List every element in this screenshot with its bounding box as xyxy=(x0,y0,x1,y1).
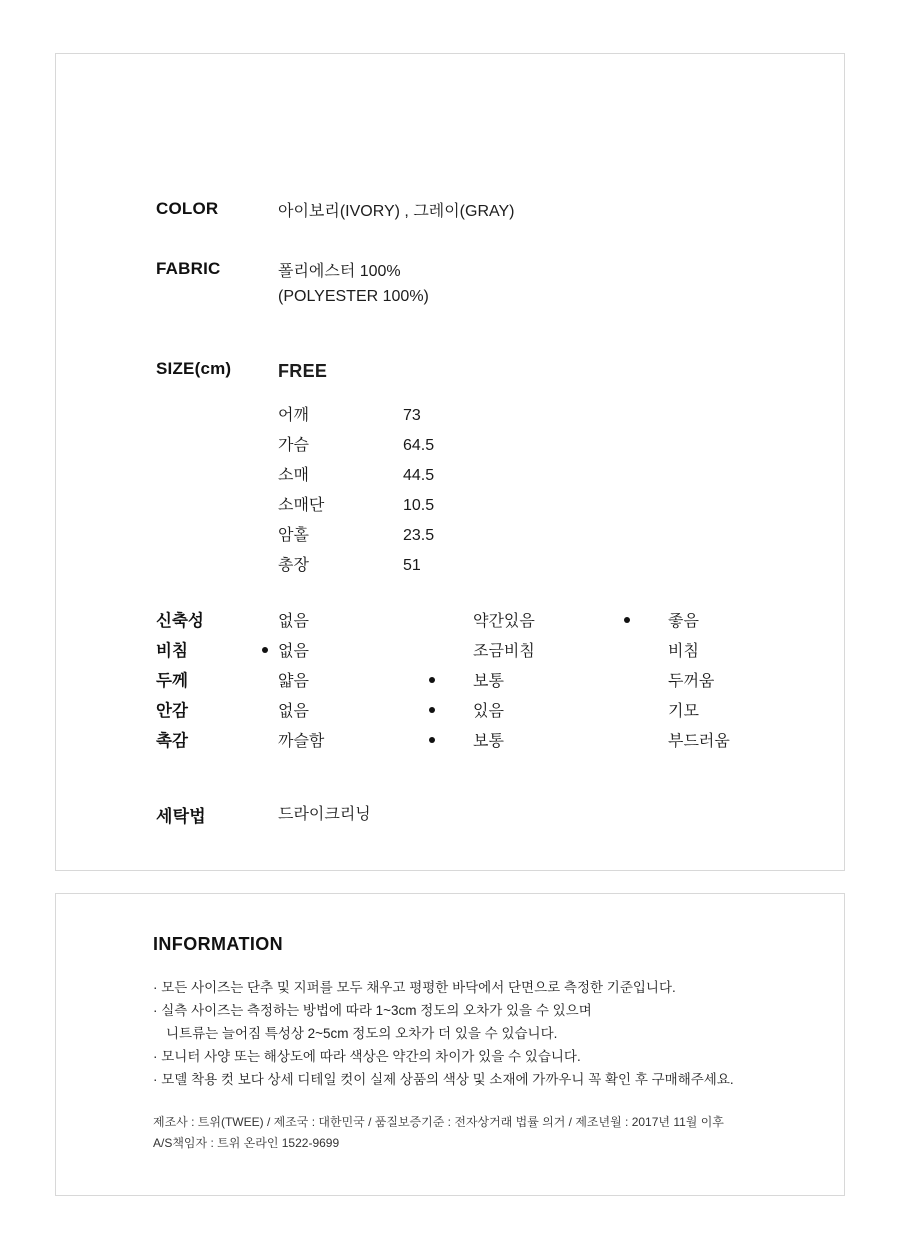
property-option xyxy=(278,668,445,691)
information-title: INFORMATION xyxy=(153,934,284,954)
property-option xyxy=(640,668,835,691)
property-option-label: 보통 xyxy=(473,733,504,750)
property-option-label: 조금비침 xyxy=(473,643,535,660)
spec-value-color: 아이보리(IVORY) , 그레이(GRAY) xyxy=(278,203,515,220)
spec-label-color: COLOR xyxy=(156,199,219,218)
table-row xyxy=(278,491,523,521)
property-option-label: 없음 xyxy=(278,613,309,630)
property-option xyxy=(640,608,835,631)
property-option xyxy=(445,608,640,631)
property-option xyxy=(278,728,445,751)
spec-label-wash: 세탁법 xyxy=(156,807,206,826)
property-option-label: 보통 xyxy=(473,673,504,690)
spec-row-wash xyxy=(156,802,371,827)
information-note: · 모델 착용 컷 보다 상세 디테일 컷이 실제 상품의 색상 및 소재에 가까우니 꼭 확인 후 구매해주세요. xyxy=(153,1072,734,1087)
property-name: 촉감 xyxy=(156,732,188,750)
property-option-label: 있음 xyxy=(473,703,504,720)
information-footer xyxy=(153,1112,724,1154)
measure-name: 가슴 xyxy=(278,437,309,454)
information-note: · 모니터 사양 또는 해상도에 따라 색상은 약간의 차이가 있을 수 있습니다. xyxy=(153,1049,581,1064)
property-option xyxy=(445,668,640,691)
selected-dot-icon xyxy=(624,617,630,623)
measure-value: 23.5 xyxy=(403,527,435,544)
property-option-label: 없음 xyxy=(278,643,309,660)
property-row-thickness xyxy=(156,667,835,697)
property-option-label: 부드러움 xyxy=(668,733,730,750)
property-name: 안감 xyxy=(156,702,188,720)
measure-value: 44.5 xyxy=(403,467,435,484)
property-option xyxy=(445,698,640,721)
measure-name: 어깨 xyxy=(278,407,309,424)
information-notes xyxy=(153,976,793,1091)
selected-dot-icon xyxy=(262,647,268,653)
property-option xyxy=(445,728,640,751)
manufacturer-line: 제조사 : 트위(TWEE) / 제조국 : 대한민국 / 품질보증기준 : 전자상거래 법률 의거 / 제조년월 : 2017년 11월 이후 xyxy=(153,1115,724,1129)
selected-dot-icon xyxy=(429,677,435,683)
spec-row-size xyxy=(156,359,327,384)
measure-value: 51 xyxy=(403,557,421,574)
measure-name: 암홀 xyxy=(278,527,309,544)
spec-panel xyxy=(55,53,845,871)
fabric-line-2: (POLYESTER 100%) xyxy=(278,288,429,305)
table-row xyxy=(278,461,523,491)
information-note: · 실측 사이즈는 측정하는 방법에 따라 1~3cm 정도의 오차가 있을 수 있으며 xyxy=(153,1003,592,1018)
measure-name: 소매 xyxy=(278,467,309,484)
spec-value-fabric xyxy=(278,259,429,309)
spec-label-fabric: FABRIC xyxy=(156,259,221,278)
property-option xyxy=(278,638,445,661)
as-contact-line: A/S책임자 : 트위 온라인 1522-9699 xyxy=(153,1136,340,1150)
spec-row-color xyxy=(156,199,515,224)
measure-value: 64.5 xyxy=(403,437,435,454)
table-row xyxy=(278,431,523,461)
property-row-lining xyxy=(156,697,835,727)
measure-value: 73 xyxy=(403,407,421,424)
property-option xyxy=(278,698,445,721)
information-panel xyxy=(55,893,845,1196)
measurement-table xyxy=(278,401,523,581)
property-option xyxy=(640,698,835,721)
property-option-label: 까슬함 xyxy=(278,733,325,750)
measure-value: 10.5 xyxy=(403,497,435,514)
property-option xyxy=(640,638,835,661)
property-row-sheerness xyxy=(156,637,835,667)
property-option xyxy=(640,728,835,751)
property-option-label: 약간있음 xyxy=(473,613,535,630)
property-name: 신축성 xyxy=(156,612,204,630)
property-row-texture xyxy=(156,727,835,757)
spec-value-size: FREE xyxy=(278,361,328,381)
property-option-label: 얇음 xyxy=(278,673,309,690)
spec-value-wash: 드라이크리닝 xyxy=(278,806,371,823)
table-row xyxy=(278,401,523,431)
measure-name: 소매단 xyxy=(278,497,325,514)
selected-dot-icon xyxy=(429,737,435,743)
property-option-label: 없음 xyxy=(278,703,309,720)
property-option xyxy=(445,638,640,661)
spec-row-fabric xyxy=(156,259,429,309)
information-note-sub: 니트류는 늘어짐 특성상 2~5cm 정도의 오차가 더 있을 수 있습니다. xyxy=(166,1026,558,1041)
table-row xyxy=(278,551,523,581)
property-option-label: 좋음 xyxy=(668,613,699,630)
spec-label-size: SIZE(cm) xyxy=(156,359,232,378)
property-option xyxy=(278,608,445,631)
selected-dot-icon xyxy=(429,707,435,713)
property-name: 비침 xyxy=(156,642,188,660)
fabric-line-1: 폴리에스터 100% xyxy=(278,263,401,280)
property-row-stretch xyxy=(156,607,835,637)
property-matrix xyxy=(156,607,835,757)
property-option-label: 기모 xyxy=(668,703,699,720)
measure-name: 총장 xyxy=(278,557,309,574)
information-note: · 모든 사이즈는 단추 및 지퍼를 모두 채우고 평평한 바닥에서 단면으로 측정한 기준입니다. xyxy=(153,980,676,995)
property-option-label: 비침 xyxy=(668,643,699,660)
property-name: 두께 xyxy=(156,672,188,690)
table-row xyxy=(278,521,523,551)
property-option-label: 두꺼움 xyxy=(668,673,715,690)
